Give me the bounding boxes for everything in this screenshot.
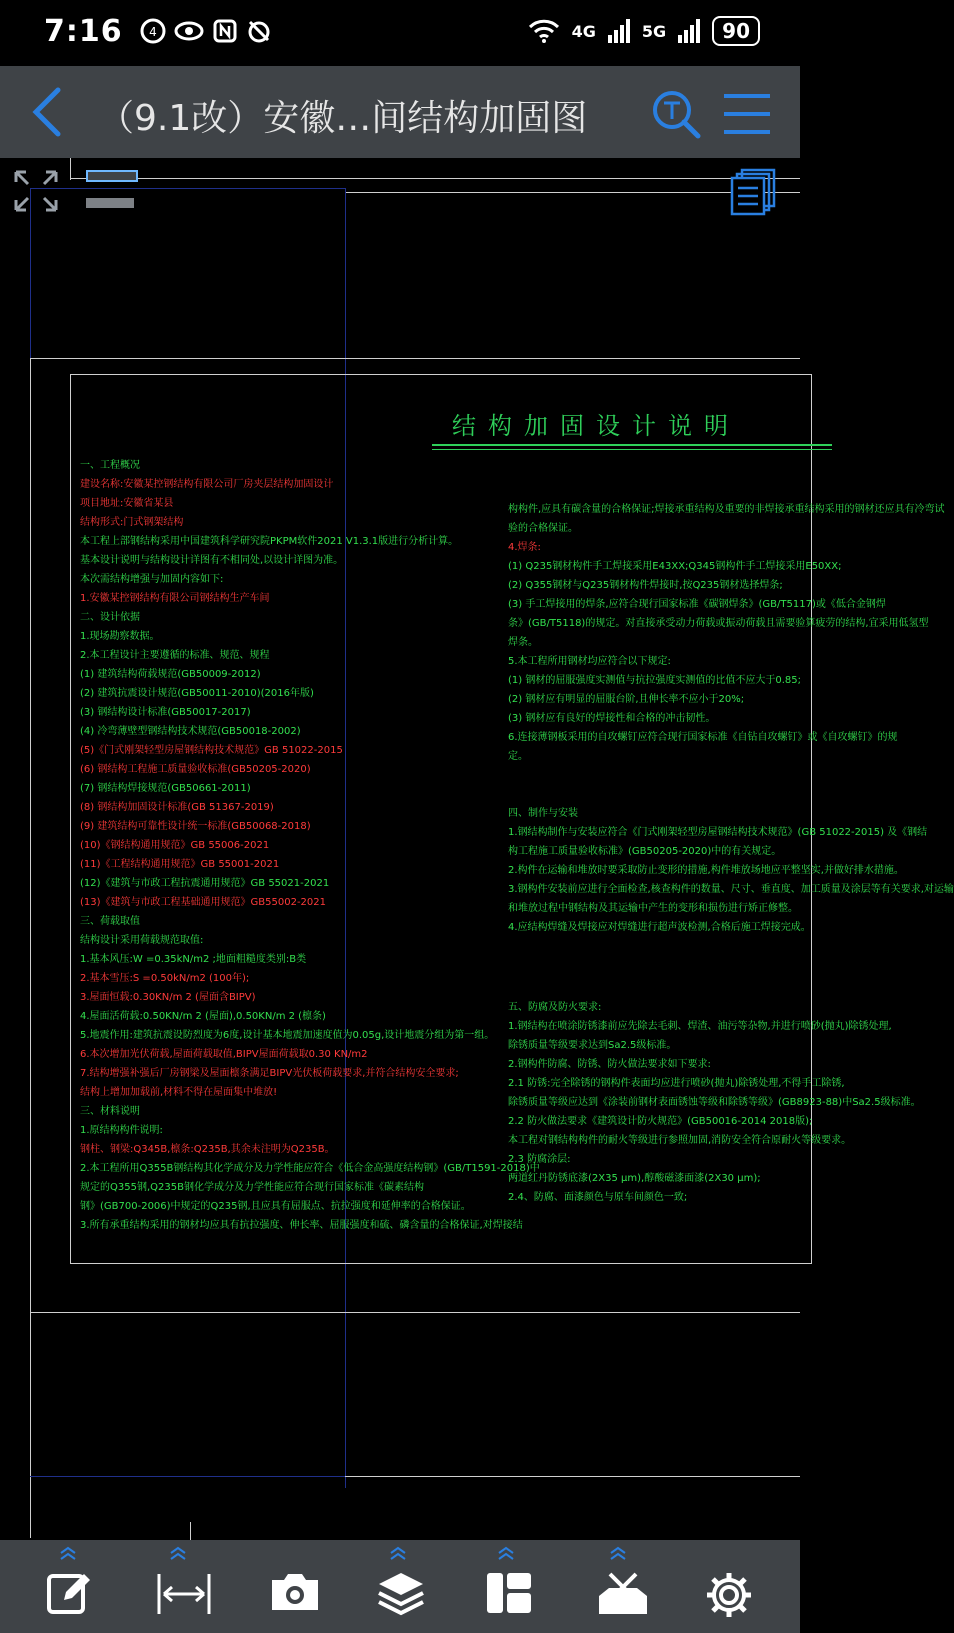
- battery-level: 90: [712, 16, 760, 46]
- chevron-up-icon: [58, 1546, 78, 1560]
- drawing-note-line: (3) 钢结构设计标准(GB50017-2017): [80, 707, 251, 718]
- chevron-up-icon: [168, 1546, 188, 1560]
- drawing-note-line: 钢柱、钢梁:Q345B,檩条:Q235B,其余未注明为Q235B。: [80, 1144, 335, 1155]
- drawing-note-line: (9) 建筑结构可靠性设计统一标准(GB50068-2018): [80, 821, 311, 832]
- cad-line: [30, 358, 31, 1538]
- drawing-note-line: 2.4、防腐、面漆颜色与原车间颜色一致;: [508, 1192, 688, 1203]
- drawing-note-line: 1.钢结构在喷涂防锈漆前应先除去毛刺、焊渣、油污等杂物,并进行喷砂(抛丸)除锈处理,: [508, 1021, 892, 1032]
- chevron-up-icon: [388, 1546, 408, 1560]
- drawing-note-line: (5)《门式刚架轻型房屋钢结构技术规范》GB 51022-2015: [80, 745, 343, 756]
- screenshot-tool-button[interactable]: [250, 1540, 330, 1633]
- drawing-note-line: 2.1 防锈:完全除锈的钢构件表面均应进行喷砂(抛丸)除锈处理,不得手工除锈,: [508, 1078, 845, 1089]
- signal-bars-icon: [608, 19, 630, 43]
- drawing-note-line: 规定的Q355钢,Q235B钢化学成分及力学性能应符合现行国家标准《碳素结构: [80, 1182, 424, 1193]
- cad-line: [30, 188, 345, 189]
- settings-button[interactable]: [686, 1540, 766, 1633]
- drawing-note-line: 1.安徽某控钢结构有限公司钢结构生产车间: [80, 593, 270, 604]
- cad-line: [345, 1476, 800, 1477]
- drawing-note-line: (2) Q355钢材与Q235钢材构件焊接时,按Q235钢材选择焊条;: [508, 580, 783, 591]
- status-right-icons: [528, 16, 760, 46]
- drawing-note-line: 验的合格保证。: [508, 523, 578, 534]
- drawing-note-line: 2.钢构件防腐、防锈、防火做法要求如下要求:: [508, 1059, 711, 1070]
- drawing-note-line: 1.原结构构件说明:: [80, 1125, 163, 1136]
- drawing-note-line: 2.3 防腐涂层:: [508, 1154, 571, 1165]
- drawing-note-line: 2.构件在运输和堆放时要采取防止变形的措施,构件堆放场地应平整坚实,并做好排水措施。: [508, 865, 904, 876]
- search-text-icon[interactable]: [650, 88, 702, 140]
- drawing-note-line: 钢》(GB700-2006)中规定的Q235钢,且应具有屈服点、抗拉强度和延伸率的合格保证。: [80, 1201, 471, 1212]
- app-header: [0, 66, 800, 158]
- measure-distance-icon: [156, 1570, 212, 1616]
- drawing-note-line: 7.结构增强补强后厂房钢梁及屋面檩条满足BIPV光伏板荷载要求,并符合结构安全要求;: [80, 1068, 459, 1079]
- drawing-note-line: (2) 建筑抗震设计规范(GB50011-2010)(2016年版): [80, 688, 314, 699]
- eye-icon: [174, 18, 204, 44]
- drawing-note-line: 6.连接薄钢板采用的自攻螺钉应符合现行国家标准《自钻自攻螺钉》或《自攻螺钉》的规: [508, 732, 898, 743]
- drawing-note-line: 4.屋面活荷载:0.50KN/m 2 (屋面),0.50KN/m 2 (檩条): [80, 1011, 326, 1022]
- alarm-off-icon: [246, 18, 272, 44]
- layer-slider-handle[interactable]: [86, 170, 138, 182]
- cad-drawing-canvas[interactable]: [0, 158, 954, 1540]
- drawing-note-line: 除锈质量等级应达到《涂装前钢材表面锈蚀等级和除锈等级》(GB8923-88)中Sa2.5级标准。: [508, 1097, 921, 1108]
- drawing-note-line: (3) 钢材应有良好的焊接性和合格的冲击韧性。: [508, 713, 716, 724]
- drawing-note-line: 4.应结构焊缝及焊接应对焊缝进行超声波检测,合格后施工焊接完成。: [508, 922, 811, 933]
- layers-icon: [376, 1570, 426, 1616]
- drawing-note-line: 3.屋面恒载:0.30KN/m 2 (屋面含BIPV): [80, 992, 256, 1003]
- layer-slider-track[interactable]: [86, 198, 134, 208]
- cad-line: [70, 158, 71, 180]
- drawing-note-line: 4.焊条:: [508, 542, 541, 553]
- drawing-note-line: 除锈质量等级要求达到Sa2.5级标准。: [508, 1040, 677, 1051]
- drawing-note-line: 和堆放过程中钢结构及其运输中产生的变形和损伤进行矫正修整。: [508, 903, 798, 914]
- chevron-up-icon: [496, 1546, 516, 1560]
- drawing-note-line: 三、材料说明: [80, 1106, 140, 1117]
- notes-right-column-materials: [508, 500, 945, 766]
- drawing-note-line: 焊条。: [508, 637, 538, 648]
- drawing-note-line: 结构上增加加载前,材料不得在屋面集中堆放!: [80, 1087, 278, 1098]
- notification-app-icon: [140, 18, 166, 44]
- drawing-note-line: 基本设计说明与结构设计详图有不相同处,以设计详图为准。: [80, 555, 344, 566]
- drawing-note-line: 一、工程概况: [80, 460, 140, 471]
- notes-right-column-protection: [508, 998, 921, 1207]
- drawing-note-line: 五、防腐及防火要求:: [508, 1002, 602, 1013]
- cad-line: [30, 1476, 345, 1477]
- drawing-note-line: 条》(GB/T5118)的规定。对直接承受动力荷载或振动荷载且需要验算疲劳的结构,宜采用低氢型: [508, 618, 929, 629]
- drawing-note-line: 本工程对钢结构构件的耐火等级进行参照加固,消防安全符合原耐火等级要求。: [508, 1135, 852, 1146]
- drawing-note-line: 2.本工程所用Q355B钢结构其化学成分及力学性能应符合《低合金高强度结构钢》(GB/T1591-2018)中: [80, 1163, 540, 1174]
- drawing-note-line: 1.现场勘察数据。: [80, 631, 160, 642]
- drawing-note-line: 三、荷载取值: [80, 916, 140, 927]
- svg-text:4: 4: [149, 25, 157, 39]
- layout-icon: [484, 1570, 534, 1616]
- drawing-note-line: 构工程施工质量验收标准》(GB50205-2020)中的有关规定。: [508, 846, 782, 857]
- drawing-note-line: (1) 建筑结构荷载规范(GB50009-2012): [80, 669, 261, 680]
- title-underline: [432, 444, 832, 446]
- edit-icon: [46, 1570, 92, 1616]
- bottom-toolbar: [0, 1540, 800, 1633]
- drawing-note-line: (1) 钢材的屈服强度实测值与抗拉强度实测值的比值不应大于0.85;: [508, 675, 801, 686]
- signal-bars-icon: [678, 19, 700, 43]
- toolbox-button[interactable]: [578, 1540, 658, 1633]
- drawing-note-line: 2.2 防火做法要求《建筑设计防火规范》(GB50016-2014 2018版);: [508, 1116, 813, 1127]
- camera-icon: [268, 1570, 322, 1614]
- chevron-up-icon: [608, 1546, 628, 1560]
- drawing-note-line: 2.基本雪压:S =0.50kN/m2 (100年);: [80, 973, 250, 984]
- drawing-note-line: 5.本工程所用钢材均应符合以下规定:: [508, 656, 671, 667]
- status-time: 7:16: [44, 14, 123, 49]
- fullscreen-icon[interactable]: [12, 168, 60, 214]
- drawing-note-line: (3) 手工焊接用的焊条,应符合现行国家标准《碳钢焊条》(GB/T5117)或《低合金钢焊: [508, 599, 886, 610]
- drawing-note-line: 本工程上部钢结构采用中国建筑科学研究院PKPM软件2021 V1.3.1版进行分析计算。: [80, 536, 459, 547]
- drawing-title: 结构加固设计说明: [452, 412, 740, 440]
- drawing-note-line: 结构设计采用荷载规范取值:: [80, 935, 204, 946]
- wifi-icon: [528, 18, 560, 44]
- drawing-note-line: 1.钢结构制作与安装应符合《门式刚架轻型房屋钢结构技术规范》(GB 51022-2015) 及《钢结: [508, 827, 928, 838]
- drawing-note-line: (4) 冷弯薄壁型钢结构技术规范(GB50018-2002): [80, 726, 301, 737]
- status-notification-icons: [140, 18, 272, 44]
- drawing-note-line: 结构形式:门式钢架结构: [80, 517, 184, 528]
- gear-icon: [704, 1570, 754, 1620]
- drawing-note-line: (7) 钢结构焊接规范(GB50661-2011): [80, 783, 251, 794]
- drawing-note-line: (2) 钢材应有明显的屈服台阶,且伸长率不应小于20%;: [508, 694, 745, 705]
- cad-line: [70, 178, 800, 179]
- menu-icon[interactable]: [722, 92, 772, 136]
- edit-tool-button[interactable]: [28, 1540, 108, 1633]
- drawing-note-line: (8) 钢结构加固设计标准(GB 51367-2019): [80, 802, 274, 813]
- document-title: （9.1改）安徽…间结构加固图: [98, 98, 588, 139]
- drawing-note-line: 项目地址:安徽省某县: [80, 498, 174, 509]
- drawing-note-line: (11)《工程结构通用规范》GB 55001-2021: [80, 859, 280, 870]
- layout-tool-button[interactable]: [466, 1540, 546, 1633]
- drawing-note-line: (1) Q235钢材构件手工焊接采用E43XX;Q345钢构件手工焊接采用E50XX;: [508, 561, 842, 572]
- drawing-note-line: 构构件,应具有碳含量的合格保证;焊接承重结构及重要的非焊接承重结构采用的钢材还应具有冷弯试: [508, 504, 945, 515]
- back-arrow-icon[interactable]: [26, 86, 70, 138]
- drawing-note-line: (6) 钢结构工程施工质量验收标准(GB50205-2020): [80, 764, 311, 775]
- drawing-note-line: 本次需结构增强与加固内容如下:: [80, 574, 224, 585]
- drawing-note-line: (12)《建筑与市政工程抗震通用规范》GB 55021-2021: [80, 878, 330, 889]
- drawing-note-line: 6.本次增加光伏荷载,屋面荷载取值,BIPV屋面荷载取0.30 KN/m2: [80, 1049, 368, 1060]
- signal-4g-label: 4G: [571, 21, 596, 41]
- drawing-note-line: 四、制作与安装: [508, 808, 578, 819]
- title-underline: [432, 449, 832, 450]
- cad-line: [190, 1522, 191, 1540]
- notes-left-column: [80, 456, 540, 1235]
- drawing-note-line: 2.本工程设计主要遵循的标准、规范、规程: [80, 650, 270, 661]
- drawing-note-line: 5.地震作用:建筑抗震设防烈度为6度,设计基本地震加速度值为0.05g,设计地震分组为第一组。: [80, 1030, 495, 1041]
- drawing-note-line: 二、设计依据: [80, 612, 140, 623]
- drawing-note-line: 3.钢构件安装前应进行全面检查,核查构件的数量、尺寸、垂直度、加工质量及涂层等有关要求,对运输: [508, 884, 954, 895]
- toolbox-icon: [596, 1570, 650, 1618]
- nfc-icon: [212, 18, 238, 44]
- cad-line: [30, 1312, 800, 1313]
- sheets-list-icon[interactable]: [730, 168, 778, 216]
- drawing-note-line: 两道红丹防锈底漆(2X35 μm),醇酸磁漆面漆(2X30 μm);: [508, 1173, 761, 1184]
- drawing-note-line: 3.所有承重结构采用的钢材均应具有抗拉强度、伸长率、屈服强度和硫、磷含量的合格保证,对焊接结: [80, 1220, 523, 1231]
- drawing-note-line: (13)《建筑与市政工程基础通用规范》GB55002-2021: [80, 897, 327, 908]
- drawing-note-line: 1.基本风压:W =0.35kN/m2 ;地面粗糙度类别:B类: [80, 954, 307, 965]
- drawing-note-line: 建设名称:安徽某控钢结构有限公司厂房夹层结构加固设计: [80, 479, 334, 490]
- drawing-note-line: (10)《钢结构通用规范》GB 55006-2021: [80, 840, 270, 851]
- layers-tool-button[interactable]: [358, 1540, 438, 1633]
- drawing-note-line: 定。: [508, 751, 528, 762]
- notes-right-column-fabrication: [508, 804, 954, 937]
- signal-5g-label: 5G: [641, 21, 667, 41]
- measure-tool-button[interactable]: [138, 1540, 218, 1633]
- cad-line: [30, 358, 800, 359]
- status-bar: [0, 0, 800, 66]
